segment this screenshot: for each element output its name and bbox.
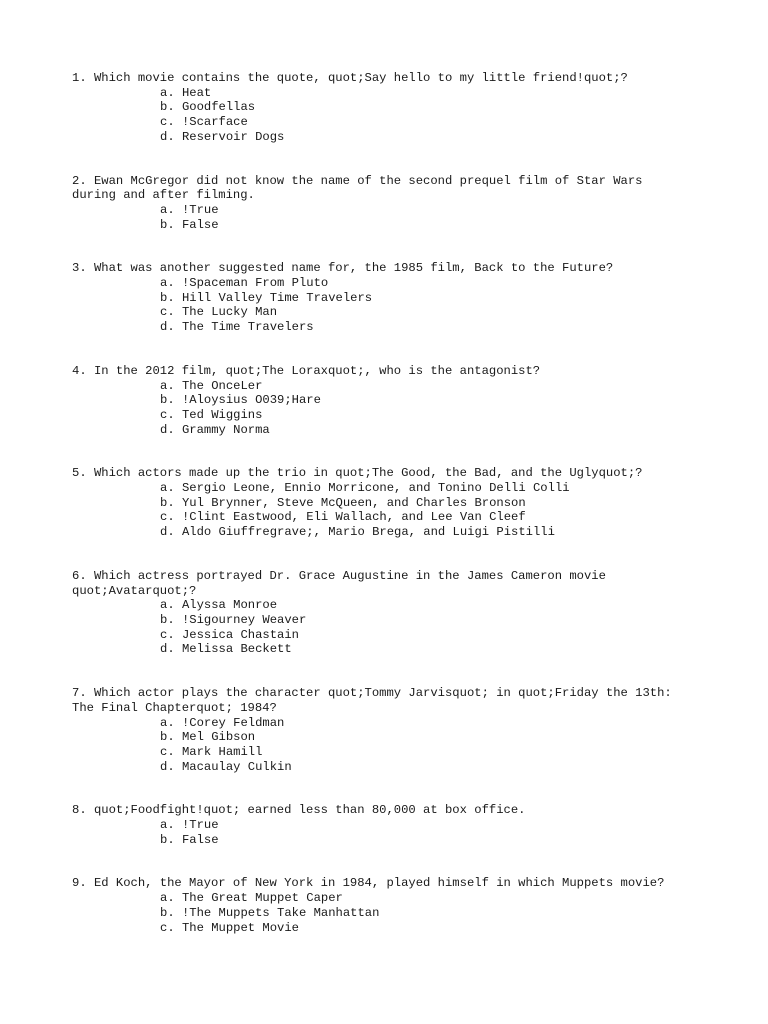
choice-b: b. !Sigourney Weaver: [160, 612, 307, 627]
choice-list: [72, 891, 712, 935]
choice-b: b. Goodfellas: [160, 100, 256, 115]
question-6: [72, 569, 712, 657]
choice-list: [72, 716, 712, 775]
choice-b: b. False: [160, 832, 219, 847]
choice-b: b. !The Muppets Take Manhattan: [160, 905, 380, 920]
question-text: 7. Which actor plays the character quot;Tommy Jarvisquot; in quot;Friday the 13th: The Final Chapterquot; 1984?: [72, 686, 672, 715]
choice-c: c. The Lucky Man: [160, 305, 278, 320]
choice-d: d. Grammy Norma: [160, 422, 270, 437]
question-text: 9. Ed Koch, the Mayor of New York in 1984, played himself in which Muppets movie?: [72, 876, 665, 891]
choice-b: b. Yul Brynner, Steve McQueen, and Charles Bronson: [160, 495, 526, 510]
choice-list: [72, 276, 712, 335]
choice-d: d. Reservoir Dogs: [160, 129, 285, 144]
choice-b: b. False: [160, 217, 219, 232]
choice-list: [72, 818, 712, 847]
choice-b: b. Hill Valley Time Travelers: [160, 290, 373, 305]
question-1: [72, 71, 712, 145]
question-4: [72, 364, 712, 438]
question-2: [72, 174, 712, 233]
choice-b: b. !Aloysius O039;Hare: [160, 393, 321, 408]
choice-c: c. Jessica Chastain: [160, 627, 299, 642]
choice-list: [72, 203, 712, 232]
choice-list: [72, 481, 712, 540]
question-text: 5. Which actors made up the trio in quot;The Good, the Bad, and the Uglyquot;?: [72, 466, 643, 481]
question-8: [72, 803, 712, 847]
question-9: [72, 876, 712, 935]
choice-c: c. Mark Hamill: [160, 744, 263, 759]
question-text: 8. quot;Foodfight!quot; earned less than 80,000 at box office.: [72, 803, 526, 818]
question-text: 6. Which actress portrayed Dr. Grace Augustine in the James Cameron movie quot;Avatarquot;?: [72, 568, 606, 598]
question-5: [72, 466, 712, 540]
question-text: 3. What was another suggested name for, the 1985 film, Back to the Future?: [72, 261, 614, 276]
quiz-document: [72, 71, 712, 964]
choice-c: c. Ted Wiggins: [160, 407, 263, 422]
choice-c: c. !Scarface: [160, 115, 248, 130]
choice-a: a. The Great Muppet Caper: [160, 891, 343, 906]
choice-a: a. !True: [160, 202, 219, 217]
choice-c: c. The Muppet Movie: [160, 920, 299, 935]
choice-a: a. !True: [160, 818, 219, 833]
choice-a: a. The OnceLer: [160, 378, 263, 393]
question-text: 1. Which movie contains the quote, quot;Say hello to my little friend!quot;?: [72, 71, 628, 85]
choice-d: d. Macaulay Culkin: [160, 759, 292, 774]
choice-b: b. Mel Gibson: [160, 730, 256, 745]
question-7: [72, 686, 712, 774]
choice-a: a. !Spaceman From Pluto: [160, 276, 329, 291]
choice-a: a. !Corey Feldman: [160, 715, 285, 730]
choice-a: a. Heat: [160, 85, 212, 100]
question-text: 4. In the 2012 film, quot;The Loraxquot;, who is the antagonist?: [72, 363, 541, 378]
question-3: [72, 261, 712, 335]
choice-list: [72, 598, 712, 657]
choice-a: a. Alyssa Monroe: [160, 598, 278, 613]
choice-list: [72, 86, 712, 145]
choice-d: d. Aldo Giuffregrave;, Mario Brega, and Luigi Pistilli: [160, 525, 555, 540]
choice-c: c. !Clint Eastwood, Eli Wallach, and Lee Van Cleef: [160, 510, 526, 525]
choice-a: a. Sergio Leone, Ennio Morricone, and Tonino Delli Colli: [160, 481, 570, 496]
choice-list: [72, 379, 712, 438]
choice-d: d. Melissa Beckett: [160, 642, 292, 657]
question-text: 2. Ewan McGregor did not know the name of the second prequel film of Star Wars during and after filming.: [72, 173, 643, 203]
choice-d: d. The Time Travelers: [160, 320, 314, 335]
